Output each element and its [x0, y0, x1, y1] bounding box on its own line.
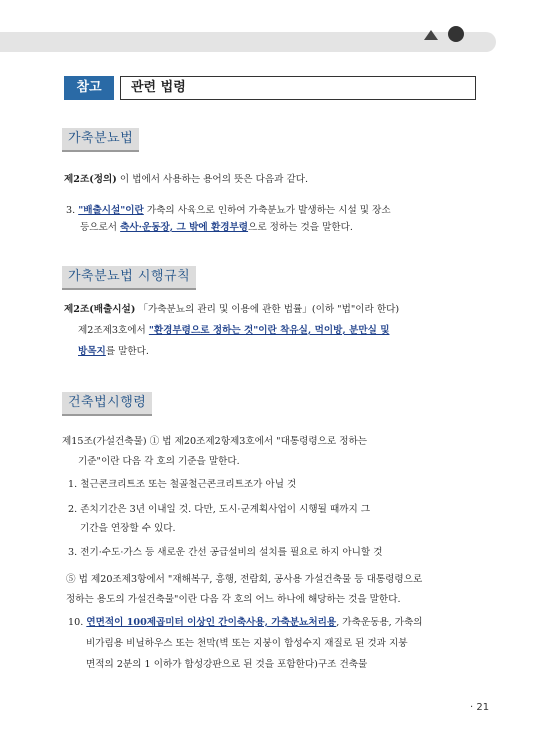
- mountain-icon: [424, 30, 438, 40]
- circle-icon: [448, 26, 464, 42]
- s3-item10-text-a: , 가축운동용, 가축의: [336, 617, 423, 628]
- s3-p5-line1: ⑤ 법 제20조제3항에서 "재해복구, 흥행, 전람회, 공사용 가설건축물 등 대통령령으로: [66, 574, 423, 585]
- s3-item10-line3: 면적의 2분의 1 이하가 합성강판으로 된 것을 포함한다)구조 건축물: [86, 659, 368, 670]
- s2-text-b: 제2조제3호에서: [78, 325, 149, 336]
- reference-title: 관련 법령: [120, 76, 476, 100]
- s3-item10-num: 10.: [68, 617, 87, 628]
- s3-p1-line2: 기준"이란 다음 각 호의 기준을 말한다.: [78, 456, 240, 467]
- header-bar: [0, 32, 496, 52]
- s2-highlight: "환경부령으로 정하는 것"이란 착유실, 먹이방, 분만실 및: [148, 325, 390, 336]
- s2-text-c: 를 말한다.: [105, 346, 149, 357]
- s3-item10-line1: [68, 613, 423, 633]
- s1-item3-text-a: 가축의 사육으로 인하여 가축분뇨가 발생하는 시설 및 장소: [143, 205, 391, 216]
- s2-article-num: 제2조(배출시설): [64, 304, 136, 315]
- reference-tag: 참고: [64, 76, 114, 100]
- s1-item3-highlight: 축사·운동장, 그 밖에 환경부령: [120, 222, 249, 233]
- s1-item3-text-b: 등으로서: [80, 222, 121, 233]
- page-number-value: 21: [476, 702, 490, 713]
- s3-item2-line1: 2. 존치기간은 3년 이내일 것. 다만, 도시·군계획사업이 시행될 때까지 그: [68, 504, 371, 515]
- page-number: · 21: [470, 702, 490, 713]
- s3-item10-highlight: 연면적이 100제곱미터 이상인 간이축사용, 가축분뇨처리용: [86, 617, 337, 628]
- s3-p1-line1: 제15조(가설건축물) ① 법 제20조제2항제3호에서 "대통령령으로 정하는: [62, 436, 368, 447]
- s3-p5-line2: 정하는 용도의 가설건축물"이란 다음 각 호의 어느 하나에 해당하는 것을 말한다.: [66, 594, 401, 605]
- s2-text-a: 「가축분뇨의 관리 및 이용에 관한 법률」(이하 "법"이라 한다): [135, 304, 400, 315]
- s1-item3-text-c: 으로 정하는 것을 말한다.: [248, 222, 353, 233]
- section-heading-3: 건축법시행령: [62, 392, 152, 416]
- s1-article-text: 이 법에서 사용하는 용어의 뜻은 다음과 같다.: [116, 174, 309, 185]
- s3-item1: 1. 철근콘크리트조 또는 철골철근콘크리트조가 아닐 것: [68, 479, 297, 490]
- s1-article: [64, 170, 308, 190]
- section-heading-1: 가축분뇨법: [62, 128, 139, 152]
- reference-header: [64, 76, 476, 100]
- s3-item10-line2: 비가림용 비닐하우스 또는 천막(벽 또는 지붕이 합성수지 재질로 된 것과 지붕: [86, 638, 408, 649]
- s3-item2-line2: 기간을 연장할 수 있다.: [80, 523, 176, 534]
- s3-item3: 3. 전기·수도·가스 등 새로운 간선 공급설비의 설치를 필요로 하지 아니할 것: [68, 547, 383, 558]
- s2-highlight-2: 방목지: [78, 346, 106, 357]
- section-heading-2: 가축분뇨법 시행규칙: [62, 266, 196, 290]
- s1-item3-term: "배출시설"이란: [78, 205, 144, 216]
- s1-item3-line2: [80, 218, 353, 238]
- s2-line2: [78, 321, 389, 341]
- s2-line3: [78, 342, 149, 362]
- s1-item3-num: 3.: [66, 205, 79, 216]
- s1-article-num: 제2조(정의): [64, 174, 117, 185]
- s2-line1: [64, 300, 399, 320]
